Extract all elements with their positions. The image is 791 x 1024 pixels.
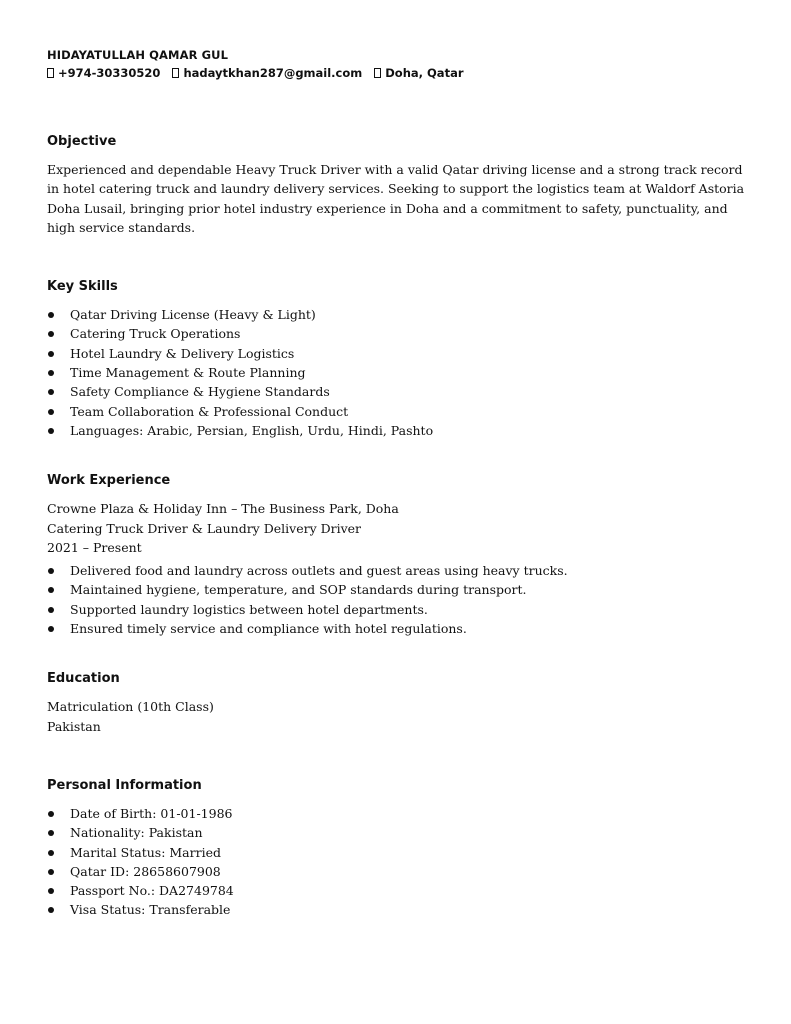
list-item: Hotel Laundry & Delivery Logistics	[47, 344, 747, 363]
bullet-icon	[48, 351, 54, 357]
list-item: Time Management & Route Planning	[47, 363, 747, 382]
list-item: Languages: Arabic, Persian, English, Urdu, Hindi, Pashto	[47, 421, 747, 440]
bullet-icon	[48, 568, 54, 574]
list-item: Team Collaboration & Professional Conduct	[47, 402, 747, 421]
list-item: Qatar ID: 28658607908	[47, 862, 747, 881]
bullet-icon	[48, 370, 54, 376]
bullet-icon	[48, 331, 54, 337]
list-item: Safety Compliance & Hygiene Standards	[47, 382, 747, 401]
bullet-icon	[48, 869, 54, 875]
job-period: 2021 – Present	[47, 539, 142, 555]
experience-heading: Work Experience	[47, 473, 171, 489]
list-item: Qatar Driving License (Heavy & Light)	[47, 305, 747, 324]
bullet-icon	[48, 607, 54, 613]
objective-heading: Objective	[47, 134, 117, 149]
location-item	[374, 66, 463, 80]
skills-heading: Key Skills	[47, 279, 118, 295]
location-text: Doha, Qatar	[385, 66, 464, 80]
list-item: Maintained hygiene, temperature, and SOP standards during transport.	[47, 580, 747, 599]
phone-item	[47, 66, 160, 80]
bullet-icon	[48, 888, 54, 894]
personal-list	[47, 804, 747, 920]
email-item[interactable]	[172, 66, 362, 80]
bullet-icon	[48, 626, 54, 632]
job-role: Catering Truck Driver & Laundry Delivery Driver	[47, 520, 362, 536]
list-item: Date of Birth: 01-01-1986	[47, 804, 747, 823]
list-item: Ensured timely service and compliance with hotel regulations.	[47, 619, 747, 638]
bullet-icon	[48, 907, 54, 913]
skills-list	[47, 305, 747, 440]
list-item: Nationality: Pakistan	[47, 823, 747, 842]
contact-line	[47, 64, 747, 82]
bullet-icon	[48, 830, 54, 836]
bullet-icon	[48, 389, 54, 395]
bullet-icon	[48, 312, 54, 318]
bullet-icon	[48, 587, 54, 593]
phone-number: +974-30330520	[58, 66, 161, 80]
list-item: Passport No.: DA2749784	[47, 881, 747, 900]
list-item: Catering Truck Operations	[47, 324, 747, 343]
bullet-icon	[48, 428, 54, 434]
objective-text: Experienced and dependable Heavy Truck Driver with a valid Qatar driving license and a strong track record in hotel catering truck and laundry delivery services. Seeking to support the logistics team at Waldorf Astoria Doha Lusail, bringing prior hotel industry experience in Doha and a commitment to safety, punctuality, and high service standards.	[47, 162, 745, 235]
education-heading: Education	[47, 671, 120, 687]
candidate-name: HIDAYATULLAH QAMAR GUL	[47, 48, 229, 62]
education-qualification: Matriculation (10th Class)	[47, 699, 214, 715]
education-country: Pakistan	[47, 718, 101, 734]
personal-heading: Personal Information	[47, 777, 202, 793]
experience-list	[47, 561, 747, 638]
list-item: Supported laundry logistics between hotel departments.	[47, 600, 747, 619]
list-item: Marital Status: Married	[47, 843, 747, 862]
phone-icon	[47, 68, 54, 78]
bullet-icon	[48, 409, 54, 415]
bullet-icon	[48, 850, 54, 856]
email-icon	[172, 68, 179, 78]
email-address[interactable]: hadaytkhan287@gmail.com	[183, 66, 363, 80]
resume-page	[47, 46, 747, 920]
bullet-icon	[48, 811, 54, 817]
location-icon	[374, 68, 381, 78]
list-item: Visa Status: Transferable	[47, 900, 747, 919]
list-item: Delivered food and laundry across outlets and guest areas using heavy trucks.	[47, 561, 747, 580]
employer-name: Crowne Plaza & Holiday Inn – The Business Park, Doha	[47, 501, 399, 517]
